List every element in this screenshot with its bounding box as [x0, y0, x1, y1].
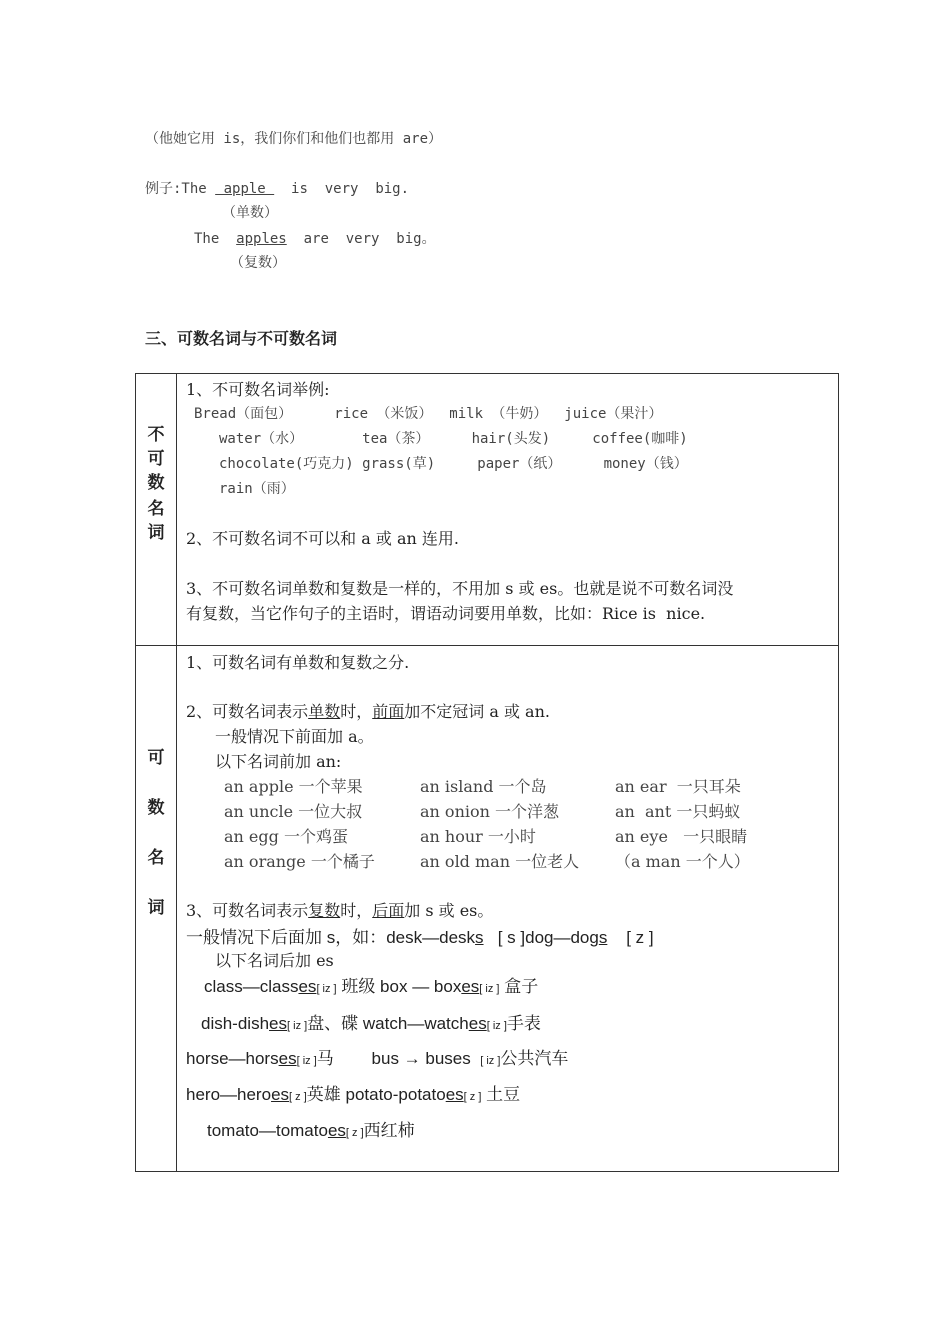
phonetic: [ iz ]	[480, 1055, 501, 1067]
text: 班级 box — box	[336, 977, 462, 996]
phonetic: [ iz ]	[316, 983, 337, 995]
example-sentence-1	[145, 178, 409, 198]
countable-label-char: 名	[147, 848, 165, 868]
phonetic: [ iz ]	[296, 1055, 317, 1067]
underlined-s: s	[598, 928, 608, 947]
uncountable-point-2: 2、不可数名词不可以和 a 或 an 连用.	[186, 529, 459, 548]
phonetic: [ z ]	[345, 1127, 364, 1139]
underlined-es: es	[298, 977, 317, 996]
an-example: an apple 一个苹果	[224, 777, 363, 796]
an-example: an ant 一只蚂蚁	[615, 802, 741, 821]
text: 英雄 potato-potato	[306, 1085, 446, 1104]
text: 时，	[340, 702, 373, 721]
text: 3、可数名词表示	[186, 901, 309, 920]
countable-label-char: 词	[147, 898, 165, 918]
section-title: 三、可数名词与不可数名词	[145, 329, 338, 348]
uncountable-label-char: 名	[147, 499, 165, 519]
table-row-divider	[135, 645, 839, 646]
intro-note: （他她它用 is，我们你们和他们也都用 are）	[145, 131, 442, 147]
countable-label-char: 可	[147, 748, 165, 768]
text: hero—hero	[186, 1085, 272, 1104]
phonetic: [ z ]	[463, 1091, 482, 1103]
text: class—class	[204, 977, 299, 996]
text: 盘、碟 watch—watch	[307, 1014, 469, 1033]
countable-label-char: 数	[147, 798, 165, 818]
uncountable-point-3-line-1: 3、不可数名词单数和复数是一样的，不用加 s 或 es。也就是说不可数名词没	[186, 579, 734, 598]
phonetic: [ z ]	[289, 1091, 307, 1103]
underlined-es: es	[468, 1014, 487, 1033]
text: dish-dish	[201, 1014, 270, 1033]
underlined-back: 后面	[372, 901, 405, 920]
text: tomato—tomato	[207, 1121, 328, 1140]
an-example: an hour 一小时	[420, 827, 536, 846]
uncountable-example-row: chocolate(巧克力) grass(草) paper（纸） money（钱）	[219, 456, 688, 472]
countable-point-1: 1、可数名词有单数和复数之分.	[186, 653, 410, 672]
countable-point-3	[186, 898, 493, 921]
text: 手表	[506, 1014, 541, 1033]
phonetic: [ iz ]	[287, 1020, 308, 1032]
es-example-row	[186, 1080, 520, 1105]
text: 西红柿	[363, 1121, 415, 1140]
example-prefix: 例子:The	[145, 181, 216, 197]
text: horse—hors	[186, 1049, 279, 1068]
uncountable-example-row: rain（雨）	[219, 481, 295, 497]
an-example: an egg 一个鸡蛋	[224, 827, 348, 846]
an-example: an ear 一只耳朵	[615, 777, 741, 796]
text: 盒子	[499, 977, 539, 996]
underlined-front: 前面	[372, 702, 405, 721]
countable-point-3-line-3: 以下名词后加 es	[215, 951, 334, 970]
underlined-es: es	[327, 1121, 346, 1140]
es-example-row	[186, 1044, 568, 1069]
example-the: The	[194, 231, 237, 247]
uncountable-point-1-title: 1、不可数名词举例:	[186, 380, 330, 399]
uncountable-example-row: Bread（面包） rice （米饭） milk （牛奶） juice（果汁）	[194, 406, 663, 422]
uncountable-label-char: 词	[147, 523, 165, 543]
underlined-singular: 单数	[308, 702, 341, 721]
an-example: an old man 一位老人	[420, 852, 580, 871]
example-word-apple: apple	[215, 181, 275, 197]
an-example: an orange 一个橘子	[224, 852, 375, 871]
example-sentence-2	[194, 228, 436, 248]
es-example-row	[204, 972, 538, 997]
example-rest-1: is very big.	[274, 181, 410, 197]
uncountable-label-char: 数	[147, 473, 165, 493]
text: [ z ]	[607, 928, 654, 947]
text: 马 bus → buses	[316, 1049, 481, 1068]
es-example-row	[201, 1009, 541, 1034]
countable-point-3-line-2	[186, 923, 654, 948]
phonetic: [ iz ]	[486, 1020, 507, 1032]
uncountable-label-char: 不	[147, 425, 165, 445]
countable-point-2-line-2: 一般情况下前面加 a。	[215, 727, 374, 746]
underlined-es: es	[278, 1049, 297, 1068]
example-word-apples: apples	[236, 231, 287, 247]
underlined-es: es	[461, 977, 480, 996]
example-rest-2: are very big。	[286, 231, 436, 247]
an-example: an onion 一个洋葱	[420, 802, 560, 821]
underlined-s: s	[475, 928, 484, 947]
example-label-plural: （复数）	[230, 255, 286, 271]
countable-point-2-line-3: 以下名词前加 an:	[215, 752, 342, 771]
uncountable-point-3-line-2: 有复数，当它作句子的主语时，谓语动词要用单数，比如：Rice is nice.	[186, 604, 706, 623]
an-example: an uncle 一位大叔	[224, 802, 363, 821]
countable-point-2	[186, 699, 550, 722]
table-column-divider	[176, 373, 177, 1172]
text: 2、可数名词表示	[186, 702, 309, 721]
underlined-es: es	[269, 1014, 288, 1033]
uncountable-label-char: 可	[147, 449, 165, 469]
underlined-es: es	[271, 1085, 290, 1104]
underlined-es: es	[445, 1085, 464, 1104]
text: 加不定冠词 a 或 an.	[404, 702, 550, 721]
text: 土豆	[481, 1085, 521, 1104]
es-example-row	[207, 1116, 415, 1141]
underlined-plural: 复数	[308, 901, 341, 920]
text: 一般情况下后面加 s，如：desk—desk	[186, 928, 476, 947]
text: [ s ]dog—dog	[483, 928, 599, 947]
an-example: （a man 一个人）	[615, 852, 750, 871]
text: 加 s 或 es。	[404, 901, 494, 920]
phonetic: [ iz ]	[479, 983, 500, 995]
an-example: an island 一个岛	[420, 777, 547, 796]
uncountable-example-row: water（水） tea（茶） hair(头发) coffee(咖啡)	[219, 431, 688, 447]
example-label-singular: （单数）	[222, 205, 278, 221]
an-example: an eye 一只眼睛	[615, 827, 748, 846]
text: 时，	[340, 901, 373, 920]
text: 公共汽车	[500, 1049, 569, 1068]
